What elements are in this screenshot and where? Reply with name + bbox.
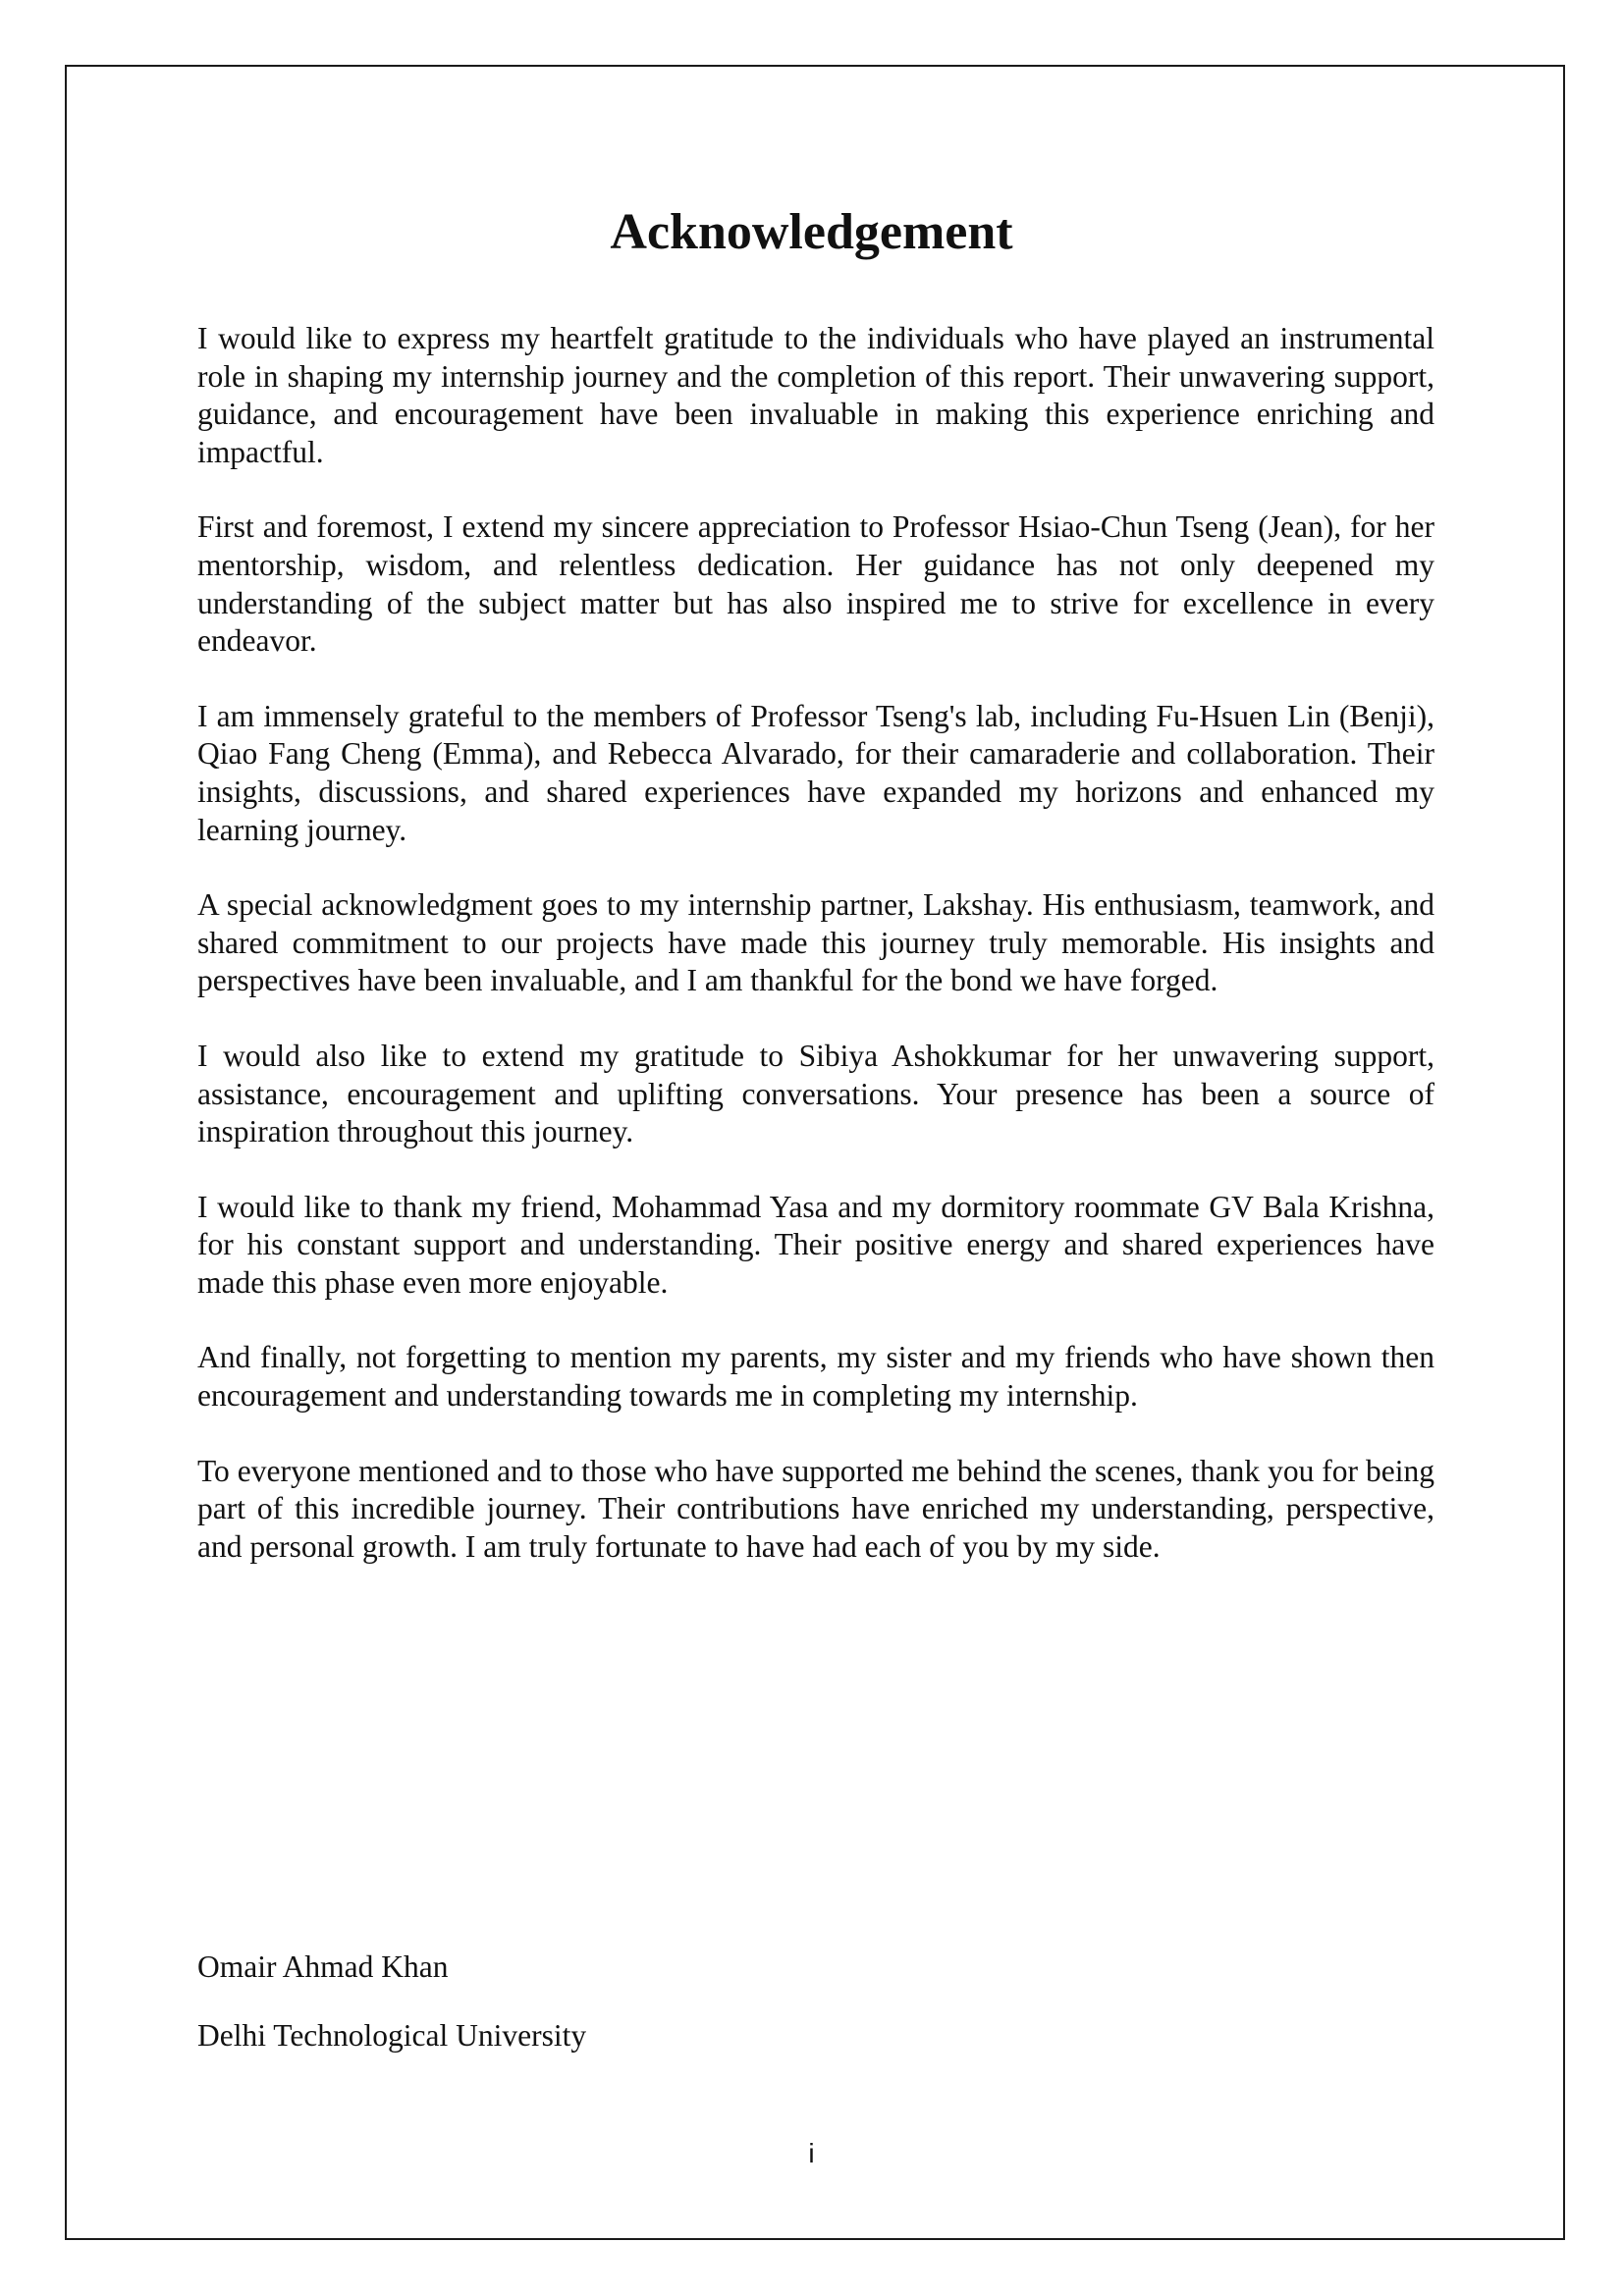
paragraph-friends: I would like to thank my friend, Mohammad Yasa and my dormitory roommate GV Bala Krishna, for his constant support and understanding. Their positive energy and shared experiences have made this phase even more enjoyable. xyxy=(197,1189,1434,1300)
page-number: i xyxy=(808,2138,815,2168)
author-institution: Delhi Technological University xyxy=(197,2018,587,2053)
signature-block xyxy=(197,1948,586,2085)
paragraph-support: I would also like to extend my gratitude to Sibiya Ashokkumar for her unwavering support, assistance, encouragement and uplifting conversations. Your presence has been a source of inspiration throughout this journey. xyxy=(197,1038,1434,1149)
acknowledgement-body xyxy=(197,320,1434,1603)
paragraph-internship-partner: A special acknowledgment goes to my internship partner, Lakshay. His enthusiasm, teamwork, and shared commitment to our projects have made this journey truly memorable. His insights and perspectives have been invaluable, and I am thankful for the bond we have forged. xyxy=(197,887,1434,998)
page-title: Acknowledgement xyxy=(610,204,1013,260)
paragraph-professor: First and foremost, I extend my sincere appreciation to Professor Hsiao-Chun Tseng (Jean), for her mentorship, wisdom, and relentless dedication. Her guidance has not only deepened my understanding of the subject matter but has also inspired me to strive for excellence in every endeavor. xyxy=(197,509,1434,659)
paragraph-family: And finally, not forgetting to mention my parents, my sister and my friends who have shown then encouragement and understanding towards me in completing my internship. xyxy=(197,1340,1434,1414)
author-name: Omair Ahmad Khan xyxy=(197,1949,449,1984)
paragraph-intro: I would like to express my heartfelt gratitude to the individuals who have played an instrumental role in shaping my internship journey and the completion of this report. Their unwavering support, guidance, and encouragement have been invaluable in making this experience enriching and impactful. xyxy=(197,321,1434,469)
paragraph-closing: To everyone mentioned and to those who have supported me behind the scenes, thank you for being part of this incredible journey. Their contributions have enriched my understanding, perspective, and personal growth. I am truly fortunate to have had each of you by my side. xyxy=(197,1453,1434,1564)
paragraph-lab-members: I am immensely grateful to the members of Professor Tseng's lab, including Fu-Hsuen Lin (Benji), Qiao Fang Cheng (Emma), and Rebecca Alvarado, for their camaraderie and collaboration. Their insights, discussions, and shared experiences have expanded my horizons and enhanced my learning journey. xyxy=(197,698,1434,847)
